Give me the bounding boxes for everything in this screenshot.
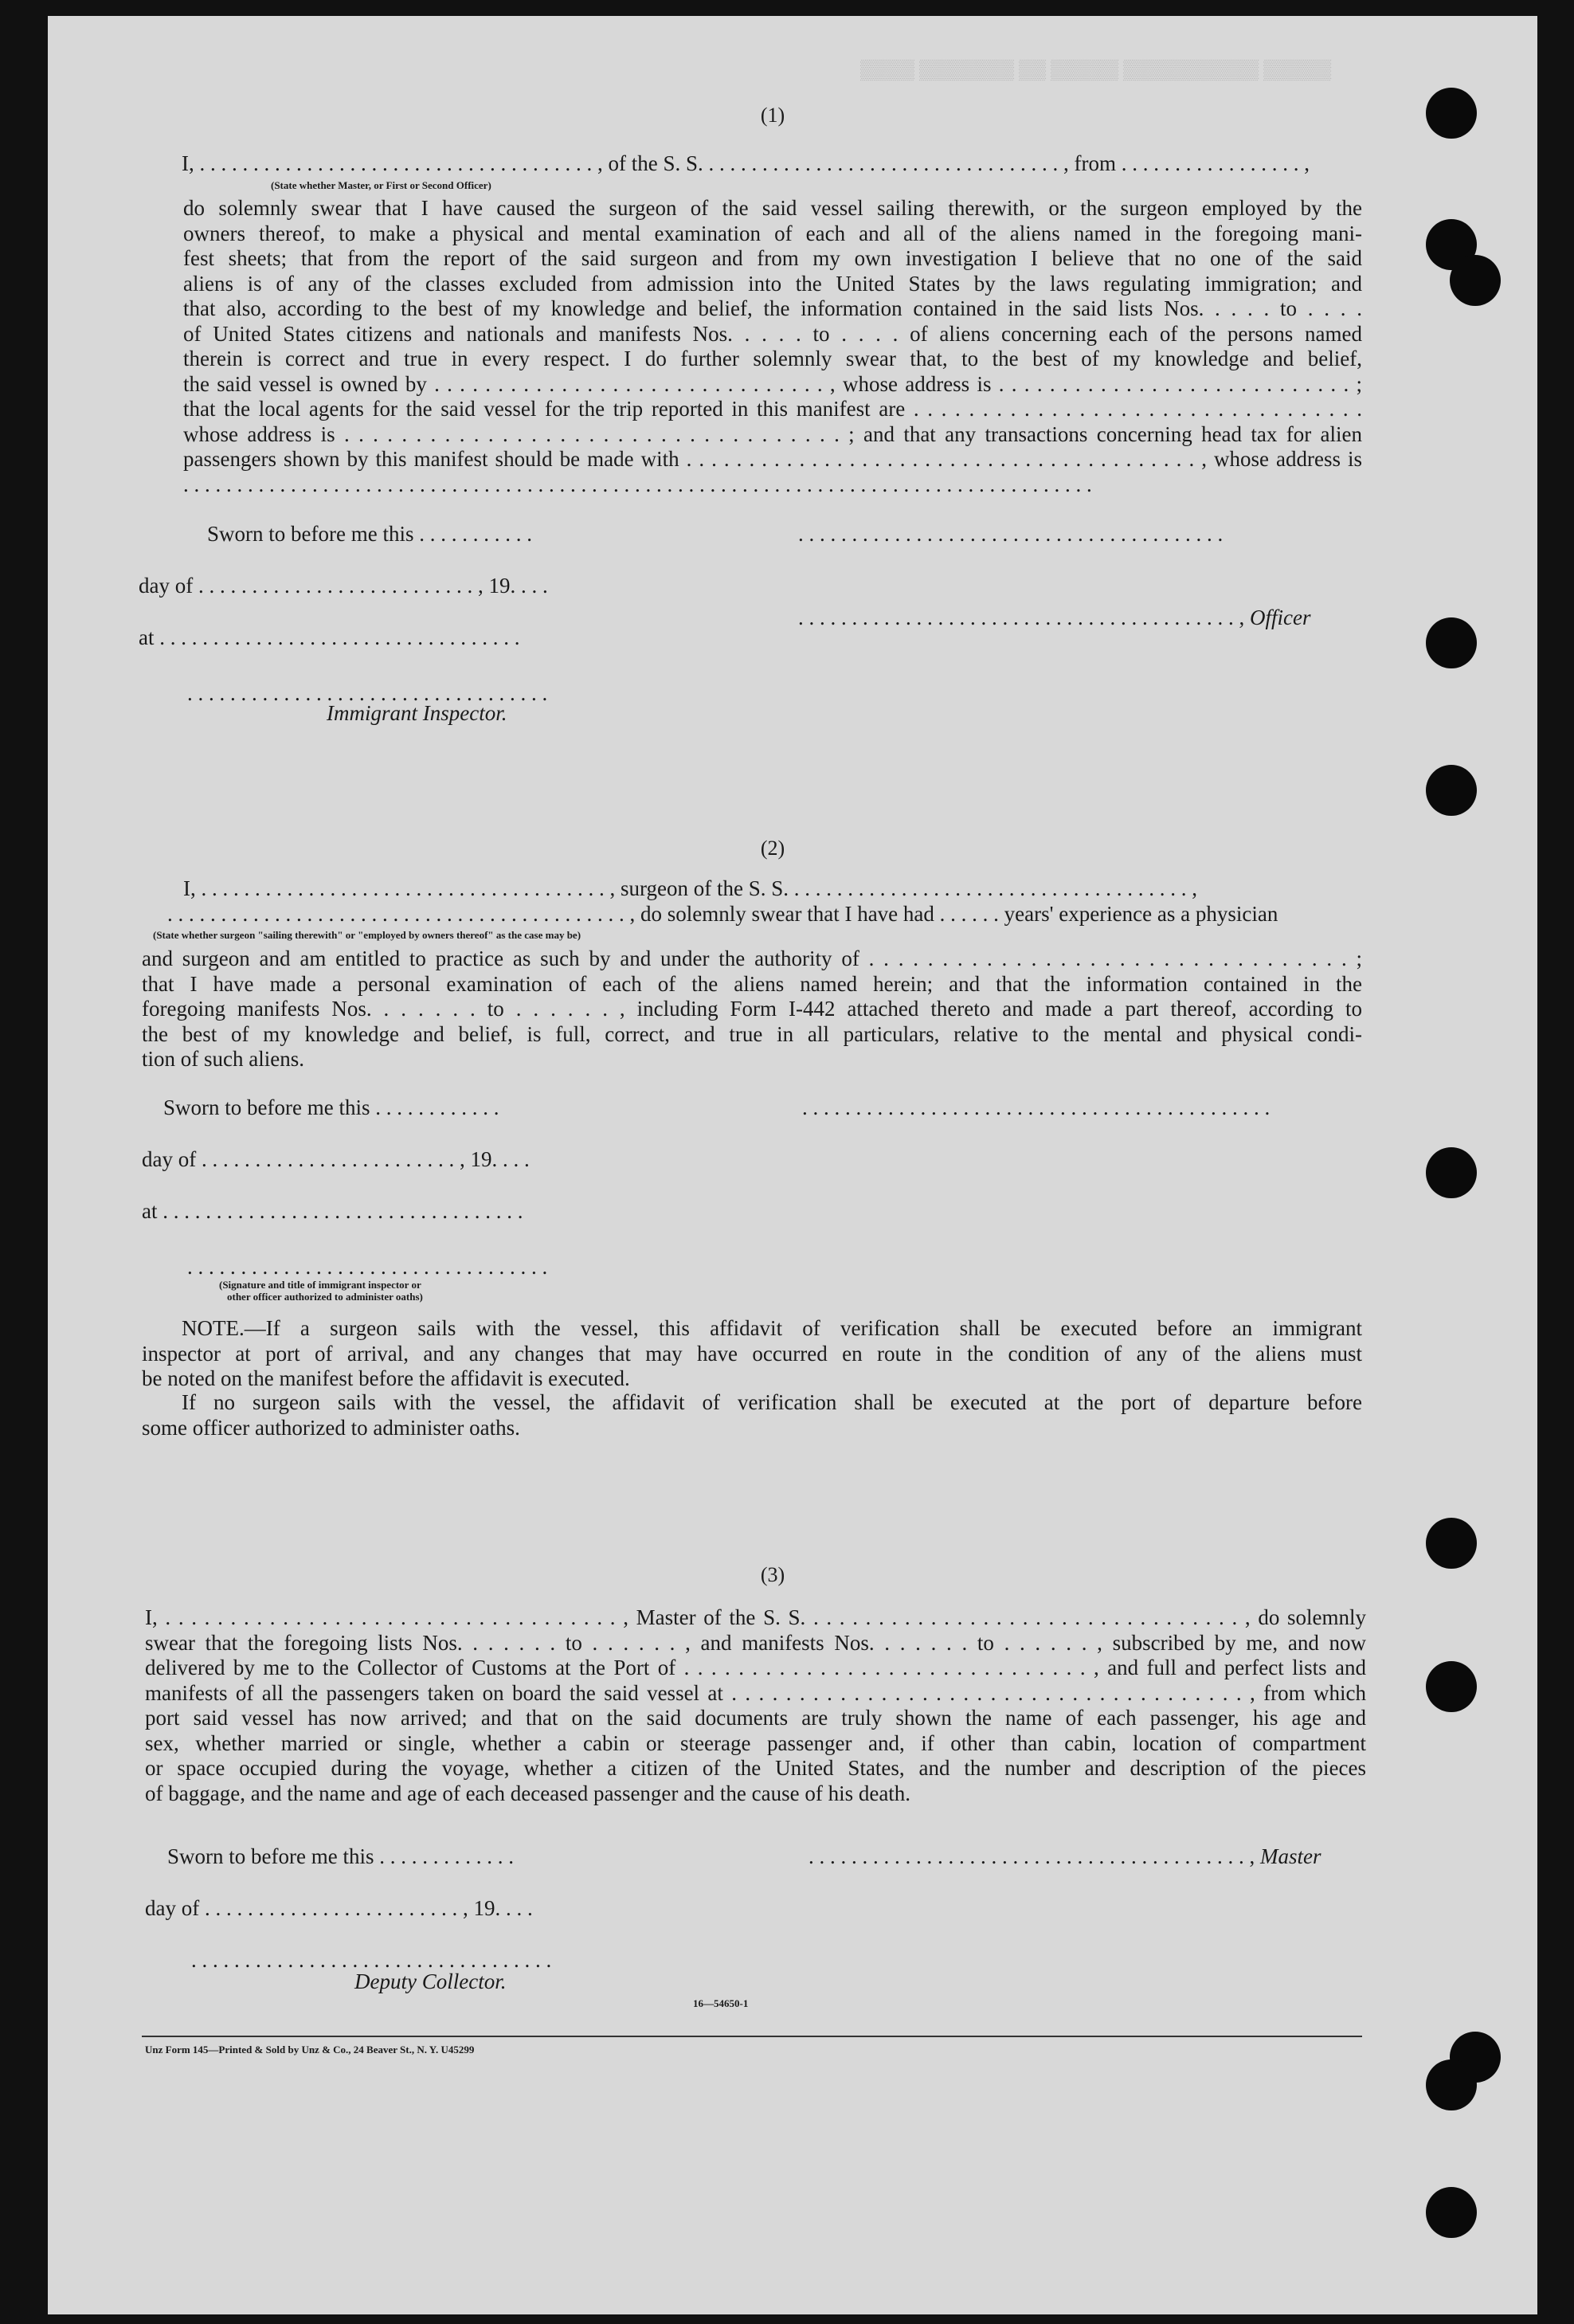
text-line: that I have made a personal examination of each of the aliens named herein; and that the information contained in the	[142, 971, 1362, 996]
text-line: the best of my knowledge and belief, is full, correct, and true in all particulars, relative to the mental and physical condi-	[142, 1021, 1362, 1046]
signature-line-2: . . . . . . . . . . . . . . . . . . . . . . . . . . . . . . . . . . . . . . . . . . . .	[802, 1095, 1271, 1119]
master-signature-line	[809, 1844, 1321, 1869]
deputy-collector-label: Deputy Collector.	[354, 1969, 507, 1993]
form-code: 16—54650-1	[693, 1997, 749, 2009]
punch-hole	[1426, 617, 1477, 668]
officer-label: Officer	[1250, 605, 1311, 629]
section-2-line-2: . . . . . . . . . . . . . . . . . . . . . . . . . . . . . . . . . . . . . . . . . . . , do solemnly swear that I have had . . . . . . years' experience as a physician	[167, 902, 1278, 926]
punch-hole	[1426, 88, 1477, 139]
text-line: of baggage, and the name and age of each deceased passenger and the cause of his death.	[145, 1781, 911, 1805]
day-line-3: day of . . . . . . . . . . . . . . . . . . . . . . . . , 19. . . .	[145, 1896, 533, 1920]
text-line: manifests of all the passengers taken on board the said vessel at . . . . . . . . . . . . . . . . . . . . . . . . . . . . . . . . . . . . . . , from which	[145, 1680, 1366, 1705]
section-3-heading: (3)	[760, 1563, 785, 1586]
punch-hole	[1426, 765, 1477, 816]
section-3-body	[145, 1605, 1366, 1806]
text-line: . . . . . . . . . . . . . . . . . . . . . . . . . . . . . . . . . . . . . . . . . . . . . . . . . . . . . . . . . . . . . . . . . . . . . . . . . . . . . . . . . . . . .	[183, 472, 1092, 496]
officer-dots: . . . . . . . . . . . . . . . . . . . . . . . . . . . . . . . . . . . . . . . . . ,	[798, 605, 1245, 629]
punch-hole	[1426, 1147, 1477, 1198]
section-1-first-line: I, . . . . . . . . . . . . . . . . . . . . . . . . . . . . . . . . . . . . . , of the S. S. . . . . . . . . . . . . . . . . . . . . . . . . . . . . . . . . . , from . . . . . . . . . . . . . . . . . ,	[182, 151, 1310, 175]
section-2-heading: (2)	[760, 837, 785, 860]
text-line: that also, according to the best of my knowledge and belief, the information contained in the said lists Nos. . . . . to . . . .	[183, 296, 1362, 320]
officer-caption: (State whether Master, or First or Second Officer)	[271, 179, 491, 191]
punch-hole	[1426, 2059, 1477, 2110]
text-line: aliens is of any of the classes excluded from admission into the United States by the laws regulating immigration; and	[183, 271, 1362, 296]
punch-hole	[1450, 255, 1501, 306]
inspector-caption-1: (Signature and title of immigrant inspector or	[219, 1279, 421, 1291]
note-paragraph-2	[142, 1390, 1362, 1440]
footer-rule	[142, 2036, 1362, 2037]
text-line: therein is correct and true in every respect. I do further solemnly swear that, to the best of my knowledge and belief,	[183, 347, 1362, 370]
section-2-line-1: I, . . . . . . . . . . . . . . . . . . . . . . . . . . . . . . . . . . . . . . , surgeon of the S. S. . . . . . . . . . . . . . . . . . . . . . . . . . . . . . . . . . . . . . ,	[183, 876, 1197, 900]
section-1-body	[183, 196, 1362, 497]
note-line: If no surgeon sails with the vessel, the affidavit of verification shall be executed at the port of departure before	[182, 1390, 1362, 1414]
note-line: some officer authorized to administer oaths.	[142, 1415, 520, 1440]
text-line: sex, whether married or single, whether a cabin or steerage passenger and, if other than cabin, location of compartment	[145, 1730, 1366, 1755]
note-line: inspector at port of arrival, and any changes that may have occurred en route in the condition of any of the aliens must	[142, 1341, 1362, 1366]
surgeon-caption: (State whether surgeon "sailing therewith" or "employed by owners thereof" as the case may be)	[153, 929, 581, 941]
bleed-through-text: ▒▒▒▒ ▒▒▒▒▒▒▒ ▒▒ ▒▒▒▒▒ ▒▒▒▒▒▒▒▒▒▒ ▒▒▒▒▒	[860, 60, 1332, 80]
punch-hole	[1426, 1518, 1477, 1569]
text-line: whose address is . . . . . . . . . . . . . . . . . . . . . . . . . . . . . . . . . . . ; and that any transactions concerning head tax for alien	[183, 421, 1362, 446]
text-line: tion of such aliens.	[142, 1047, 304, 1071]
collector-dots: . . . . . . . . . . . . . . . . . . . . . . . . . . . . . . . . . .	[191, 1948, 552, 1972]
text-line: of United States citizens and nationals and manifests Nos. . . . . to . . . . of aliens concerning each of the persons named	[183, 321, 1362, 346]
inspector-dots-1: . . . . . . . . . . . . . . . . . . . . . . . . . . . . . . . . . .	[187, 681, 548, 705]
master-label: Master	[1260, 1844, 1321, 1868]
text-line: foregoing manifests Nos. . . . . . . to . . . . . . , including Form I-442 attached thereto and made a part thereof, according to	[142, 997, 1362, 1021]
text-line: fest sheets; that from the report of the said surgeon and from my own investigation I believe that no one of the said	[183, 246, 1362, 270]
signature-line-1: . . . . . . . . . . . . . . . . . . . . . . . . . . . . . . . . . . . . . . . .	[798, 522, 1224, 546]
immigrant-inspector-label: Immigrant Inspector.	[327, 701, 507, 725]
section-2-body	[142, 946, 1362, 1072]
note-line: be noted on the manifest before the affidavit is executed.	[142, 1366, 630, 1390]
at-line-1: at . . . . . . . . . . . . . . . . . . . . . . . . . . . . . . . . . .	[139, 625, 520, 649]
text-line: the said vessel is owned by . . . . . . . . . . . . . . . . . . . . . . . . . . . . . . . , whose address is . . . . . . . . . . . . . . . . . . . . . . . . . . . . ;	[183, 371, 1362, 396]
text-line: port said vessel has now arrived; and that on the said documents are truly shown the name of each passenger, his age and	[145, 1706, 1366, 1730]
text-line: I, . . . . . . . . . . . . . . . . . . . . . . . . . . . . . . . . . . . , Master of the S. S. . . . . . . . . . . . . . . . . . . . . . . . . . . . . . . . . . , do solemnly	[145, 1605, 1366, 1629]
text-line: and surgeon and am entitled to practice as such by and under the authority of . . . . . . . . . . . . . . . . . . . . . . . . . . . . . . . . . ;	[142, 946, 1362, 970]
sworn-line-1: Sworn to before me this . . . . . . . . . . .	[207, 522, 532, 546]
section-1-heading: (1)	[760, 104, 785, 127]
sworn-line-3: Sworn to before me this . . . . . . . . . . . . .	[167, 1844, 514, 1868]
text-line: owners thereof, to make a physical and mental examination of each and all of the aliens named in the foregoing mani-	[183, 221, 1362, 245]
text-line: passengers shown by this manifest should be made with . . . . . . . . . . . . . . . . . . . . . . . . . . . . . . . . . . . . . . . . . , whose address is	[183, 447, 1362, 471]
officer-signature-line	[798, 605, 1310, 630]
punch-hole	[1426, 1661, 1477, 1712]
document-page	[48, 16, 1537, 2314]
text-line: that the local agents for the said vessel for the trip reported in this manifest are . . . . . . . . . . . . . . . . . . . . . . . . . . . . . . . . .	[183, 397, 1362, 421]
inspector-dots-2: . . . . . . . . . . . . . . . . . . . . . . . . . . . . . . . . . .	[187, 1255, 548, 1279]
punch-hole	[1426, 2187, 1477, 2238]
text-line: delivered by me to the Collector of Customs at the Port of . . . . . . . . . . . . . . . . . . . . . . . . . . . . . . , and full and perfect lists and	[145, 1656, 1366, 1679]
note-line: NOTE.—If a surgeon sails with the vessel, this affidavit of verification shall be executed before an immigrant	[182, 1316, 1362, 1340]
master-dots: . . . . . . . . . . . . . . . . . . . . . . . . . . . . . . . . . . . . . . . . . ,	[809, 1844, 1255, 1868]
text-line: do solemnly swear that I have caused the surgeon of the said vessel sailing therewith, or the surgeon employed by the	[183, 196, 1362, 220]
day-line-2: day of . . . . . . . . . . . . . . . . . . . . . . . . , 19. . . .	[142, 1147, 530, 1171]
day-line-1: day of . . . . . . . . . . . . . . . . . . . . . . . . . . , 19. . . .	[139, 574, 548, 598]
text-line: or space occupied during the voyage, whether a citizen of the United States, and the number and description of the pieces	[145, 1756, 1366, 1780]
inspector-caption-2: other officer authorized to administer oaths)	[227, 1291, 423, 1303]
text-line: swear that the foregoing lists Nos. . . . . . . to . . . . . . , and manifests Nos. . . . . . . to . . . . . . , subscribed by me, and now	[145, 1630, 1366, 1655]
note-paragraph	[142, 1316, 1362, 1392]
at-line-2: at . . . . . . . . . . . . . . . . . . . . . . . . . . . . . . . . . .	[142, 1199, 523, 1223]
printer-footer: Unz Form 145—Printed & Sold by Unz & Co., 24 Beaver St., N. Y. U45299	[145, 2044, 475, 2056]
sworn-line-2: Sworn to before me this . . . . . . . . . . . .	[163, 1095, 499, 1119]
